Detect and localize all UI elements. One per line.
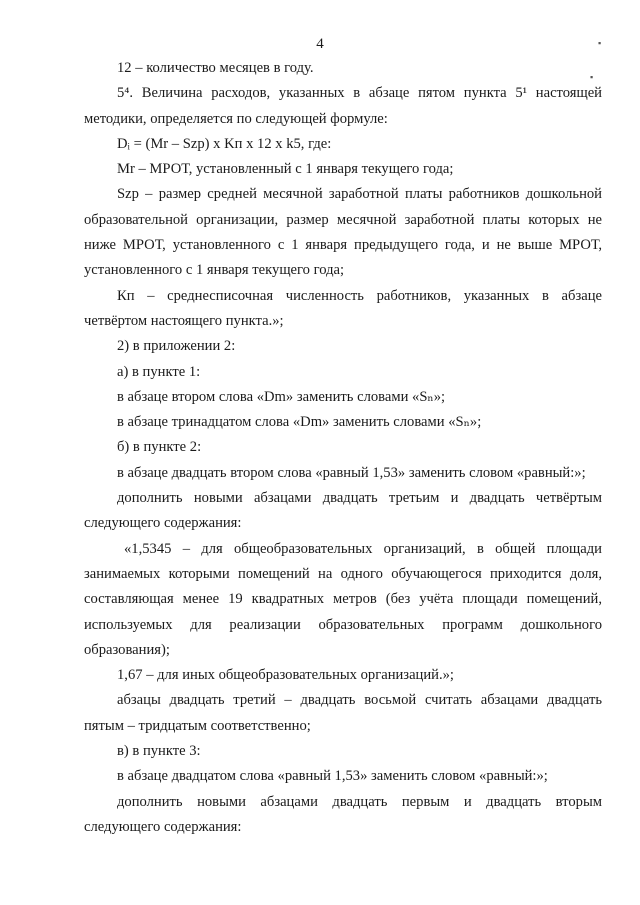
paragraph: в абзаце тринадцатом слова «Dm» заменить словами «Sₙ»; (117, 414, 482, 431)
quoted-paragraph: «1,5345 – для общеобразовательных организаций, в общей площади занимаемых которыми помещений на одного обучающегося приходится доля, составляющая менее 19 квадратных метров (без учёта площади помещений, используемых для реализации образовательных программ дошкольного образования); (84, 540, 602, 658)
paragraph: дополнить новыми абзацами двадцать первым и двадцать вторым следующего содержания: (84, 793, 602, 835)
paragraph: Кп – среднесписочная численность работников, указанных в абзаце четвёртом настоящего пункта.»; (84, 287, 602, 329)
paragraph: в) в пункте 3: (117, 743, 201, 760)
paragraph: Szp – размер средней месячной заработной платы работников дошкольной образовательной организации, размер месячной заработной платы которых не ниже МРОТ, установленного с 1 января предыдущего года, и не выше МРОТ, установленного с 1 января текущего года; (84, 186, 602, 279)
paragraph: абзацы двадцать третий – двадцать восьмой считать абзацами двадцать пятым – тридцатым соответственно; (84, 692, 602, 734)
paragraph: в абзаце двадцатом слова «равный 1,53» заменить словом «равный:»; (117, 768, 548, 785)
paragraph: в абзаце двадцать втором слова «равный 1,53» заменить словом «равный:»; (117, 464, 586, 481)
scan-artifact: ▪ (590, 72, 594, 82)
paragraph: дополнить новыми абзацами двадцать третьим и двадцать четвёртым следующего содержания: (84, 490, 602, 532)
paragraph: Mr – МРОТ, установленный с 1 января текущего года; (117, 161, 454, 178)
paragraph: 5⁴. Величина расходов, указанных в абзаце пятом пункта 5¹ настоящей методики, определяется по следующей формуле: (84, 85, 602, 127)
paragraph: 1,67 – для иных общеобразовательных организаций.»; (117, 667, 454, 684)
paragraph: а) в пункте 1: (117, 363, 201, 380)
page-number: 4 (316, 36, 324, 52)
paragraph: в абзаце втором слова «Dm» заменить словами «Sₙ»; (117, 388, 446, 405)
formula: Dᵢ = (Mr – Szp) x Kп x 12 x k5, где: (117, 135, 332, 152)
paragraph: 2) в приложении 2: (117, 338, 236, 355)
paragraph: б) в пункте 2: (117, 439, 202, 456)
document-body (84, 56, 602, 840)
paragraph: 12 – количество месяцев в году. (117, 60, 314, 76)
scan-artifact: ▪ (598, 38, 602, 48)
